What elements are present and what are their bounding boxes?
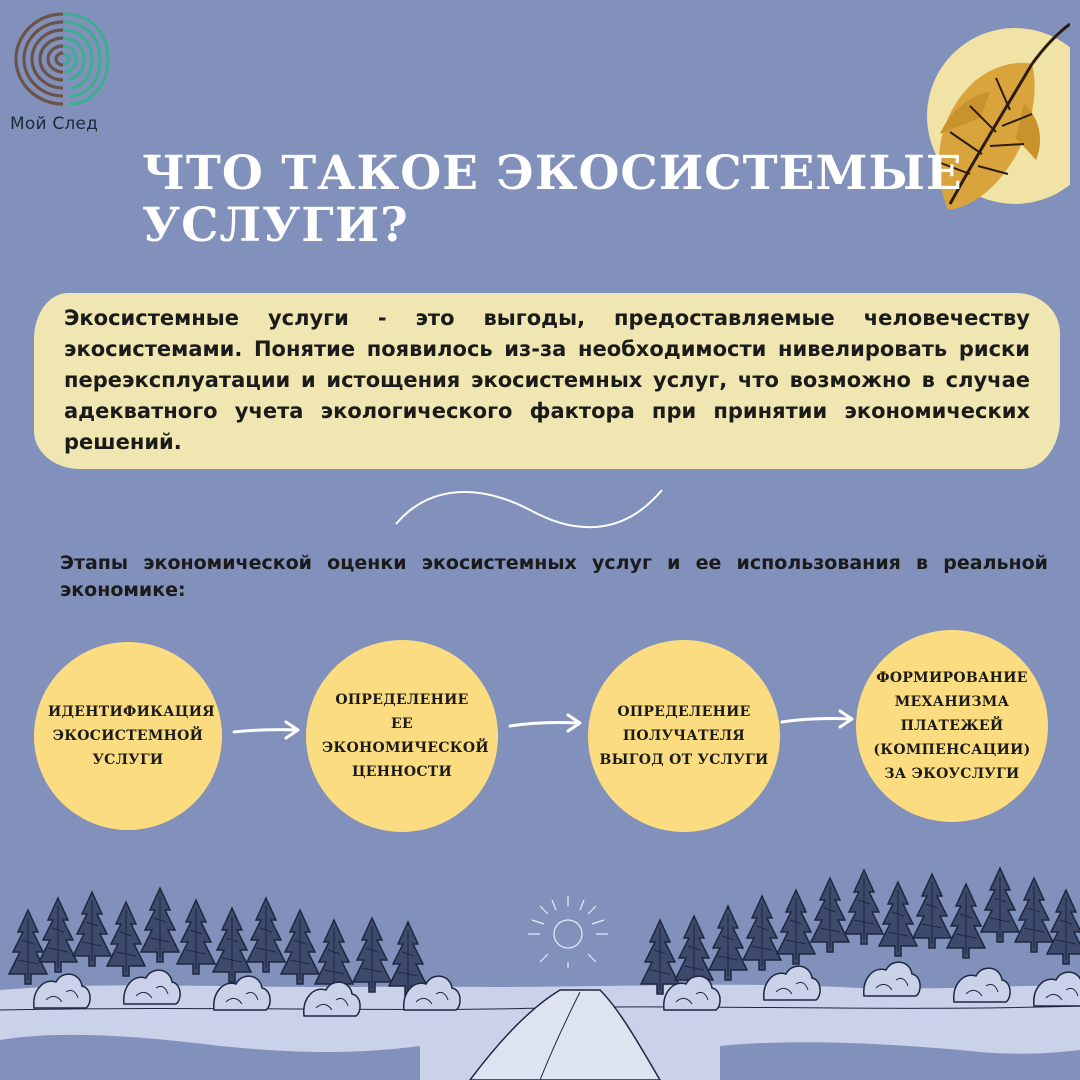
brand-name: Мой След	[10, 114, 99, 134]
brand-logo	[8, 8, 118, 133]
step-label: ФОРМИРОВАНИЕ МЕХАНИЗМА ПЛАТЕЖЕЙ (КОМПЕНСАЦИИ) ЗА ЭКОУСЛУГИ	[873, 670, 1031, 782]
sun-icon	[528, 896, 608, 968]
definition-text: Экосистемные услуги - это выгоды, предоставляемые человечеству экосистемами. Понятие появилось из-за необходимости нивелировать риски переэксплуатации и истощения экосистемных услуг, что возможно в случае адекватного учета экологического фактора при принятии экономических решений.	[64, 306, 1030, 454]
step-identification	[34, 642, 222, 830]
arrow-right-icon	[508, 712, 584, 736]
step-beneficiary	[588, 640, 780, 832]
step-label: ОПРЕДЕЛЕНИЕ ЕЕ ЭКОНОМИЧЕСКОЙ ЦЕННОСТИ	[322, 692, 489, 780]
decorative-wave-line	[390, 480, 670, 540]
forest-landscape	[0, 840, 1080, 1080]
step-label: ОПРЕДЕЛЕНИЕ ПОЛУЧАТЕЛЯ ВЫГОД ОТ УСЛУГИ	[599, 704, 769, 768]
definition-card	[34, 293, 1060, 469]
step-economic-value	[306, 640, 498, 832]
page-title: ЧТО ТАКОЕ ЭКОСИСТЕМЫЕ УСЛУГИ?	[142, 146, 963, 253]
step-label: ИДЕНТИФИКАЦИЯ ЭКОСИСТЕМНОЙ УСЛУГИ	[48, 704, 215, 768]
step-payment-mechanism	[856, 630, 1048, 822]
tree-ring-fingerprint-icon	[10, 8, 112, 110]
arrow-right-icon	[780, 708, 856, 732]
arrow-right-icon	[232, 718, 302, 742]
stages-heading: Этапы экономической оценки экосистемных услуг и ее использования в реальной экономике:	[60, 552, 1048, 601]
